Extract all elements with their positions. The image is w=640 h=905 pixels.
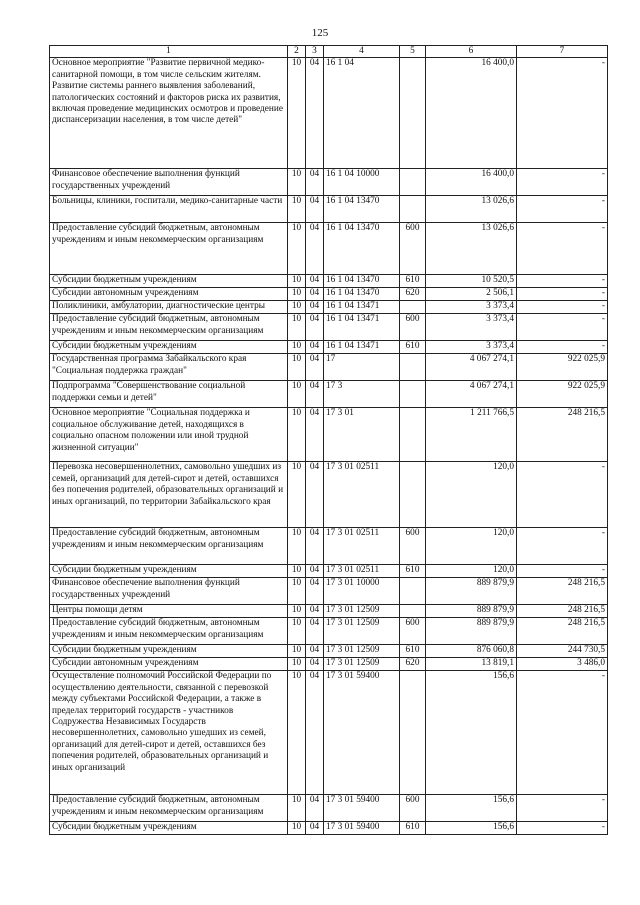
row-target-article: 16 1 04 — [324, 58, 400, 169]
row-target-article: 16 1 04 13470 — [324, 196, 400, 223]
row-amount-total: 16 400,0 — [426, 58, 517, 169]
table-row — [50, 462, 608, 528]
row-subsection: 04 — [306, 314, 324, 341]
row-target-article: 17 3 01 02511 — [324, 462, 400, 528]
table-row — [50, 223, 608, 275]
table-row — [50, 605, 608, 618]
row-expense-type: 610 — [400, 822, 426, 835]
row-target-article: 17 3 01 10000 — [324, 578, 400, 605]
row-section: 10 — [288, 301, 306, 314]
row-amount-federal: - — [517, 528, 608, 565]
row-expense-type — [400, 605, 426, 618]
row-expense-type: 600 — [400, 795, 426, 822]
row-expense-type: 600 — [400, 223, 426, 275]
row-amount-federal: 248 216,5 — [517, 408, 608, 462]
row-section: 10 — [288, 341, 306, 354]
row-target-article: 17 3 01 12509 — [324, 658, 400, 671]
table-row — [50, 196, 608, 223]
row-name: Финансовое обеспечение выполнения функций государственных учреждений — [50, 578, 288, 605]
row-subsection: 04 — [306, 354, 324, 381]
table-row — [50, 169, 608, 196]
row-section: 10 — [288, 528, 306, 565]
column-header: 5 — [400, 46, 426, 58]
row-name: Предоставление субсидий бюджетным, автономным учреждениям и иным некоммерческим организациям — [50, 528, 288, 565]
row-expense-type — [400, 169, 426, 196]
row-subsection: 04 — [306, 381, 324, 408]
row-expense-type: 600 — [400, 314, 426, 341]
row-section: 10 — [288, 381, 306, 408]
row-subsection: 04 — [306, 528, 324, 565]
row-expense-type: 610 — [400, 341, 426, 354]
row-target-article: 17 3 01 59400 — [324, 795, 400, 822]
table-row — [50, 671, 608, 795]
row-section: 10 — [288, 565, 306, 578]
row-name: Основное мероприятие "Развитие первичной медико-санитарной помощи, в том числе сельским жителям. Развитие системы раннего выявления заболеваний, патологических состояний и факторов риска их развития, включая проведение медицинских осмотров и проведение диспансеризации населения, в том числе детей" — [50, 58, 288, 169]
row-amount-federal: - — [517, 223, 608, 275]
row-name: Субсидии автономным учреждениям — [50, 658, 288, 671]
row-subsection: 04 — [306, 223, 324, 275]
row-name: Субсидии бюджетным учреждениям — [50, 341, 288, 354]
row-name: Субсидии бюджетным учреждениям — [50, 275, 288, 288]
row-amount-federal: 248 216,5 — [517, 578, 608, 605]
row-amount-federal: - — [517, 462, 608, 528]
row-subsection: 04 — [306, 58, 324, 169]
row-target-article: 16 1 04 13470 — [324, 275, 400, 288]
row-subsection: 04 — [306, 196, 324, 223]
row-amount-federal: 922 025,9 — [517, 381, 608, 408]
column-header: 6 — [426, 46, 517, 58]
table-row — [50, 578, 608, 605]
row-section: 10 — [288, 605, 306, 618]
row-name: Центры помощи детям — [50, 605, 288, 618]
row-name: Подпрограмма "Совершенствование социальной поддержки семьи и детей" — [50, 381, 288, 408]
row-target-article: 17 3 01 02511 — [324, 565, 400, 578]
row-target-article: 16 1 04 10000 — [324, 169, 400, 196]
row-subsection: 04 — [306, 645, 324, 658]
header-row — [50, 46, 608, 58]
row-subsection: 04 — [306, 288, 324, 301]
row-amount-total: 13 819,1 — [426, 658, 517, 671]
row-expense-type — [400, 301, 426, 314]
row-subsection: 04 — [306, 578, 324, 605]
row-name: Основное мероприятие "Социальная поддержка и социальное обслуживание детей, находящихся в социально опасном положении или иной трудной жизненной ситуации" — [50, 408, 288, 462]
row-section: 10 — [288, 645, 306, 658]
row-amount-federal: - — [517, 671, 608, 795]
row-target-article: 16 1 04 13471 — [324, 341, 400, 354]
row-subsection: 04 — [306, 301, 324, 314]
column-header: 2 — [288, 46, 306, 58]
row-subsection: 04 — [306, 408, 324, 462]
row-section: 10 — [288, 822, 306, 835]
row-section: 10 — [288, 275, 306, 288]
row-expense-type — [400, 354, 426, 381]
row-amount-total: 4 067 274,1 — [426, 354, 517, 381]
row-name: Предоставление субсидий бюджетным, автономным учреждениям и иным некоммерческим организациям — [50, 618, 288, 645]
row-target-article: 16 1 04 13470 — [324, 223, 400, 275]
row-section: 10 — [288, 658, 306, 671]
table-row — [50, 275, 608, 288]
table-row — [50, 58, 608, 169]
row-amount-total: 13 026,6 — [426, 223, 517, 275]
row-amount-federal: - — [517, 795, 608, 822]
row-target-article: 17 3 01 12509 — [324, 605, 400, 618]
row-section: 10 — [288, 462, 306, 528]
row-expense-type: 610 — [400, 645, 426, 658]
row-name: Предоставление субсидий бюджетным, автономным учреждениям и иным некоммерческим организациям — [50, 223, 288, 275]
row-name: Субсидии бюджетным учреждениям — [50, 822, 288, 835]
row-expense-type: 620 — [400, 658, 426, 671]
row-name: Субсидии бюджетным учреждениям — [50, 645, 288, 658]
row-amount-federal: - — [517, 275, 608, 288]
row-subsection: 04 — [306, 341, 324, 354]
row-target-article: 17 — [324, 354, 400, 381]
row-subsection: 04 — [306, 618, 324, 645]
table-row — [50, 565, 608, 578]
row-amount-federal: - — [517, 196, 608, 223]
row-amount-federal: 248 216,5 — [517, 605, 608, 618]
row-section: 10 — [288, 354, 306, 381]
row-target-article: 17 3 01 12509 — [324, 618, 400, 645]
row-target-article: 17 3 01 59400 — [324, 671, 400, 795]
row-amount-federal: - — [517, 822, 608, 835]
row-section: 10 — [288, 288, 306, 301]
row-amount-total: 3 373,4 — [426, 301, 517, 314]
row-target-article: 17 3 — [324, 381, 400, 408]
row-amount-total: 156,6 — [426, 795, 517, 822]
row-section: 10 — [288, 196, 306, 223]
row-amount-federal: - — [517, 314, 608, 341]
row-amount-total: 876 060,8 — [426, 645, 517, 658]
column-header: 3 — [306, 46, 324, 58]
row-name: Субсидии автономным учреждениям — [50, 288, 288, 301]
row-amount-federal: - — [517, 301, 608, 314]
row-name: Поликлиники, амбулатории, диагностические центры — [50, 301, 288, 314]
row-subsection: 04 — [306, 565, 324, 578]
row-expense-type: 600 — [400, 528, 426, 565]
table-row — [50, 301, 608, 314]
table-row — [50, 795, 608, 822]
row-amount-total: 156,6 — [426, 822, 517, 835]
row-section: 10 — [288, 578, 306, 605]
row-section: 10 — [288, 169, 306, 196]
row-amount-federal: 248 216,5 — [517, 618, 608, 645]
table-row — [50, 408, 608, 462]
row-expense-type — [400, 671, 426, 795]
row-expense-type — [400, 578, 426, 605]
row-amount-federal: - — [517, 288, 608, 301]
row-name: Предоставление субсидий бюджетным, автономным учреждениям и иным некоммерческим организациям — [50, 314, 288, 341]
row-name: Государственная программа Забайкальского края "Социальная поддержка граждан" — [50, 354, 288, 381]
column-header: 4 — [324, 46, 400, 58]
row-amount-total: 889 879,9 — [426, 618, 517, 645]
page-number: 125 — [311, 27, 329, 39]
row-expense-type: 600 — [400, 618, 426, 645]
row-expense-type — [400, 381, 426, 408]
row-amount-total: 4 067 274,1 — [426, 381, 517, 408]
row-amount-total: 156,6 — [426, 671, 517, 795]
row-amount-total: 120,0 — [426, 528, 517, 565]
row-section: 10 — [288, 408, 306, 462]
row-name: Осуществление полномочий Российской Федерации по осуществлению деятельности, связанной с перевозкой между субъектами Российской Федерации, а также в пределах территорий государств - участников Содружества Независимых Государств несовершеннолетних, самовольно ушедших из семей, организаций для детей-сирот и детей, оставшихся без попечения родителей, образовательных организаций и иных организаций — [50, 671, 288, 795]
row-amount-total: 10 520,5 — [426, 275, 517, 288]
row-subsection: 04 — [306, 658, 324, 671]
row-name: Субсидии бюджетным учреждениям — [50, 565, 288, 578]
row-section: 10 — [288, 671, 306, 795]
row-amount-total: 3 373,4 — [426, 341, 517, 354]
table-row — [50, 341, 608, 354]
row-target-article: 17 3 01 — [324, 408, 400, 462]
row-amount-total: 120,0 — [426, 462, 517, 528]
row-amount-total: 889 879,9 — [426, 605, 517, 618]
row-amount-federal: - — [517, 169, 608, 196]
table-row — [50, 354, 608, 381]
row-section: 10 — [288, 223, 306, 275]
row-amount-federal: - — [517, 58, 608, 169]
row-section: 10 — [288, 58, 306, 169]
row-expense-type — [400, 408, 426, 462]
row-target-article: 16 1 04 13470 — [324, 288, 400, 301]
row-amount-total: 120,0 — [426, 565, 517, 578]
row-subsection: 04 — [306, 795, 324, 822]
row-name: Финансовое обеспечение выполнения функций государственных учреждений — [50, 169, 288, 196]
row-expense-type: 610 — [400, 275, 426, 288]
row-expense-type — [400, 462, 426, 528]
row-target-article: 17 3 01 02511 — [324, 528, 400, 565]
row-amount-federal: 3 486,0 — [517, 658, 608, 671]
row-expense-type: 620 — [400, 288, 426, 301]
row-name: Больницы, клиники, госпитали, медико-санитарные части — [50, 196, 288, 223]
row-amount-federal: - — [517, 565, 608, 578]
row-target-article: 17 3 01 12509 — [324, 645, 400, 658]
budget-table — [49, 45, 608, 835]
row-amount-total: 1 211 766,5 — [426, 408, 517, 462]
table-row — [50, 822, 608, 835]
column-header: 7 — [517, 46, 608, 58]
row-section: 10 — [288, 314, 306, 341]
row-section: 10 — [288, 795, 306, 822]
row-expense-type — [400, 196, 426, 223]
table-row — [50, 381, 608, 408]
row-amount-federal: 922 025,9 — [517, 354, 608, 381]
row-amount-total: 16 400,0 — [426, 169, 517, 196]
row-name: Перевозка несовершеннолетних, самовольно ушедших из семей, организаций для детей-сирот и детей, оставшихся без попечения родителей, образовательных организаций и иных организаций, по территории Забайкальского края — [50, 462, 288, 528]
table-row — [50, 645, 608, 658]
table-row — [50, 658, 608, 671]
row-expense-type — [400, 58, 426, 169]
row-expense-type: 610 — [400, 565, 426, 578]
row-name: Предоставление субсидий бюджетным, автономным учреждениям и иным некоммерческим организациям — [50, 795, 288, 822]
row-amount-federal: 244 730,5 — [517, 645, 608, 658]
row-target-article: 17 3 01 59400 — [324, 822, 400, 835]
row-subsection: 04 — [306, 605, 324, 618]
row-amount-federal: - — [517, 341, 608, 354]
row-target-article: 16 1 04 13471 — [324, 314, 400, 341]
row-section: 10 — [288, 618, 306, 645]
row-subsection: 04 — [306, 169, 324, 196]
row-subsection: 04 — [306, 462, 324, 528]
table-row — [50, 314, 608, 341]
row-amount-total: 889 879,9 — [426, 578, 517, 605]
row-amount-total: 13 026,6 — [426, 196, 517, 223]
row-subsection: 04 — [306, 822, 324, 835]
row-subsection: 04 — [306, 671, 324, 795]
table-row — [50, 288, 608, 301]
column-header: 1 — [50, 46, 288, 58]
row-amount-total: 3 373,4 — [426, 314, 517, 341]
row-subsection: 04 — [306, 275, 324, 288]
table-row — [50, 618, 608, 645]
row-amount-total: 2 506,1 — [426, 288, 517, 301]
table-row — [50, 528, 608, 565]
row-target-article: 16 1 04 13471 — [324, 301, 400, 314]
